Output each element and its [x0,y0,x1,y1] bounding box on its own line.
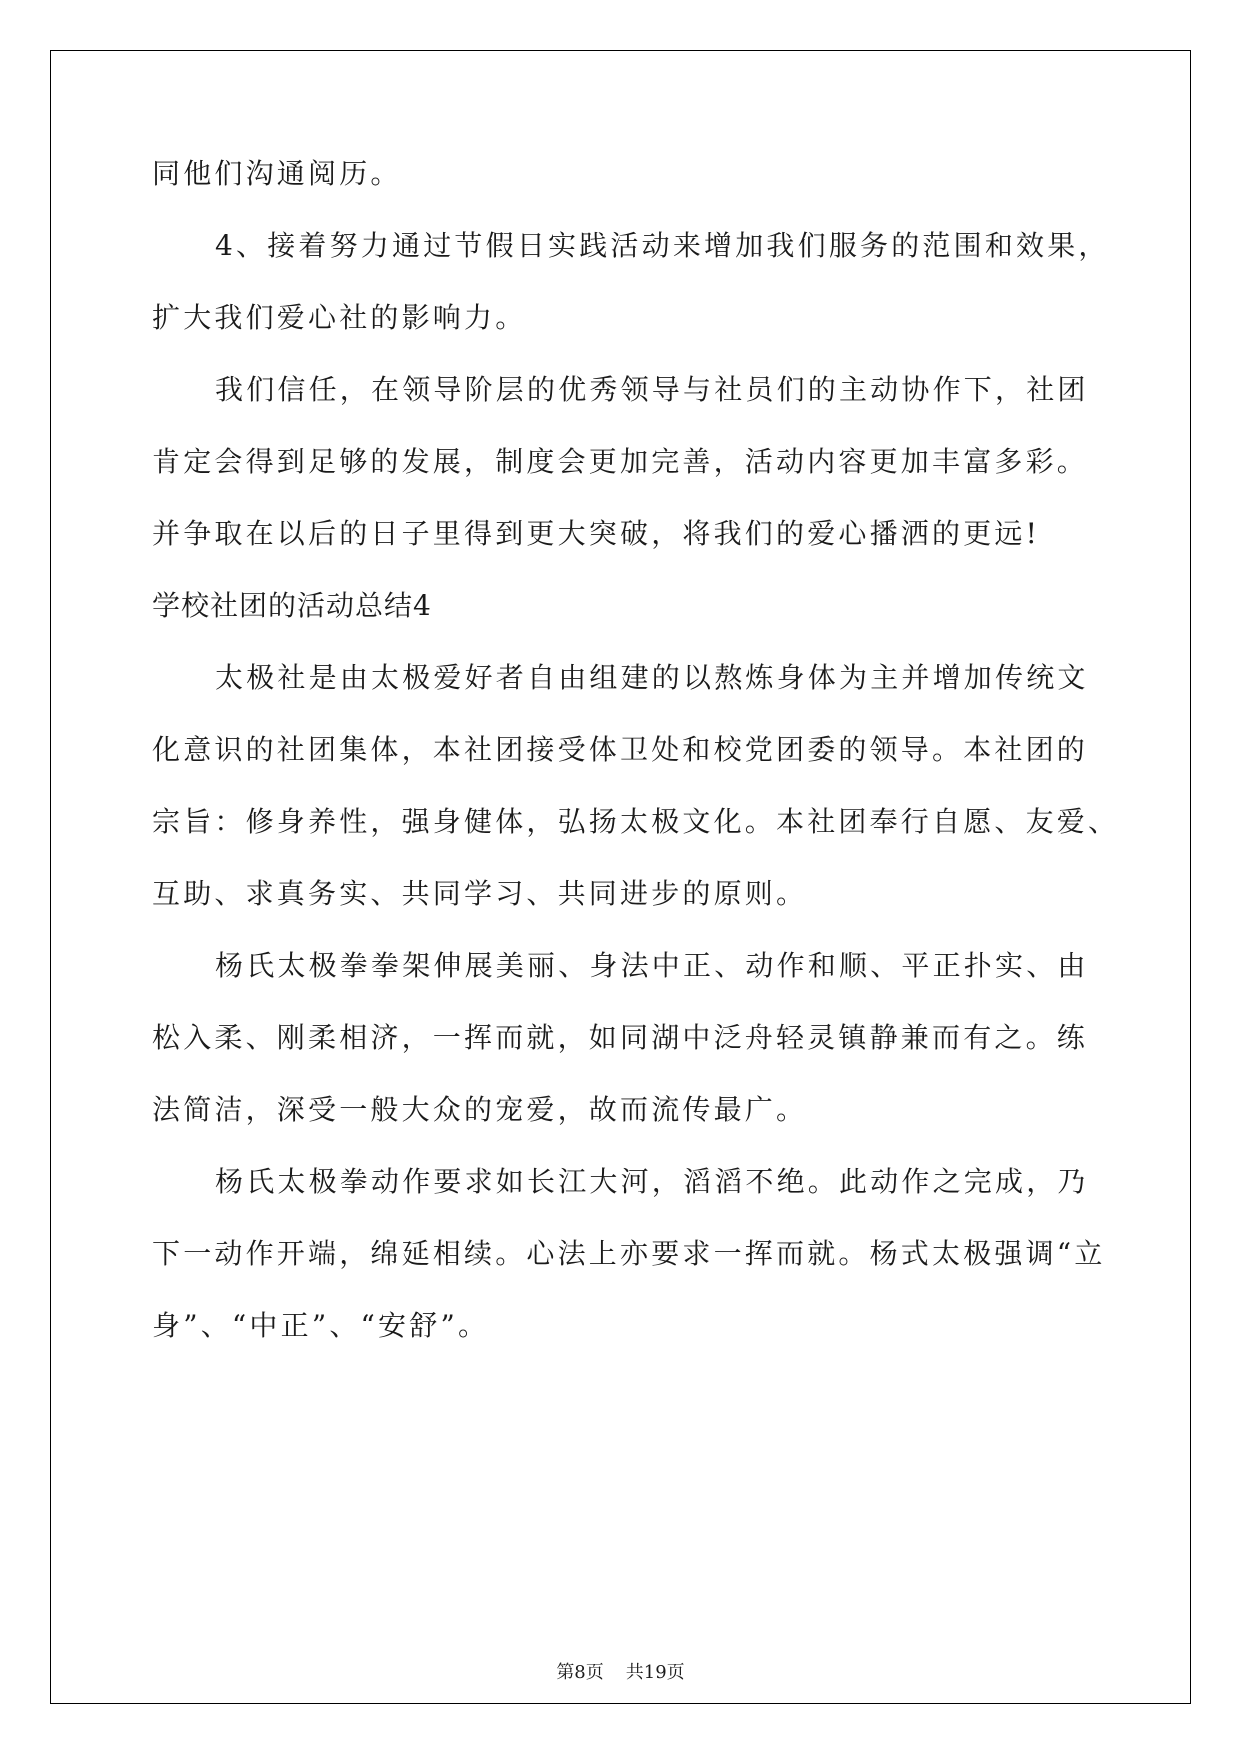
page-number: 第8页 [556,1662,604,1683]
text-line: 太极社是由太极爱好者自由组建的以熬炼身体为主并增加传统文 [215,661,1089,694]
text-line: 互助、求真务实、共同学习、共同进步的原则。 [152,877,808,910]
section-heading: 学校社团的活动总结4 [152,589,432,622]
text-line: 宗旨：修身养性，强身健体，弘扬太极文化。本社团奉行自愿、友爱、 [152,805,1120,838]
text-line: 杨氏太极拳动作要求如长江大河，滔滔不绝。此动作之完成，乃 [215,1165,1089,1198]
text-line: 肯定会得到足够的发展，制度会更加完善，活动内容更加丰富多彩。 [152,445,1089,478]
text-line: 同他们沟通阅历。 [152,157,402,190]
text-line: 扩大我们爱心社的影响力。 [152,301,527,334]
page-footer [0,1662,1241,1684]
text-line: 法简洁，深受一般大众的宠爱，故而流传最广。 [152,1093,808,1126]
text-line: 松入柔、刚柔相济，一挥而就，如同湖中泛舟轻灵镇静兼而有之。练 [152,1021,1089,1054]
text-line: 4、接着努力通过节假日实践活动来增加我们服务的范围和效果， [215,229,1110,262]
text-line: 下一动作开端，绵延相续。心法上亦要求一挥而就。杨式太极强调“立 [152,1237,1106,1270]
text-line: 杨氏太极拳拳架伸展美丽、身法中正、动作和顺、平正扑实、由 [215,949,1089,982]
text-line: 并争取在以后的日子里得到更大突破，将我们的爱心播洒的更远! [152,517,1041,550]
text-line: 化意识的社团集体，本社团接受体卫处和校党团委的领导。本社团的 [152,733,1089,766]
text-line: 我们信任，在领导阶层的优秀领导与社员们的主动协作下，社团 [215,373,1089,406]
page-total: 共19页 [625,1662,685,1683]
text-line: 身”、“中正”、“安舒”。 [152,1309,490,1342]
